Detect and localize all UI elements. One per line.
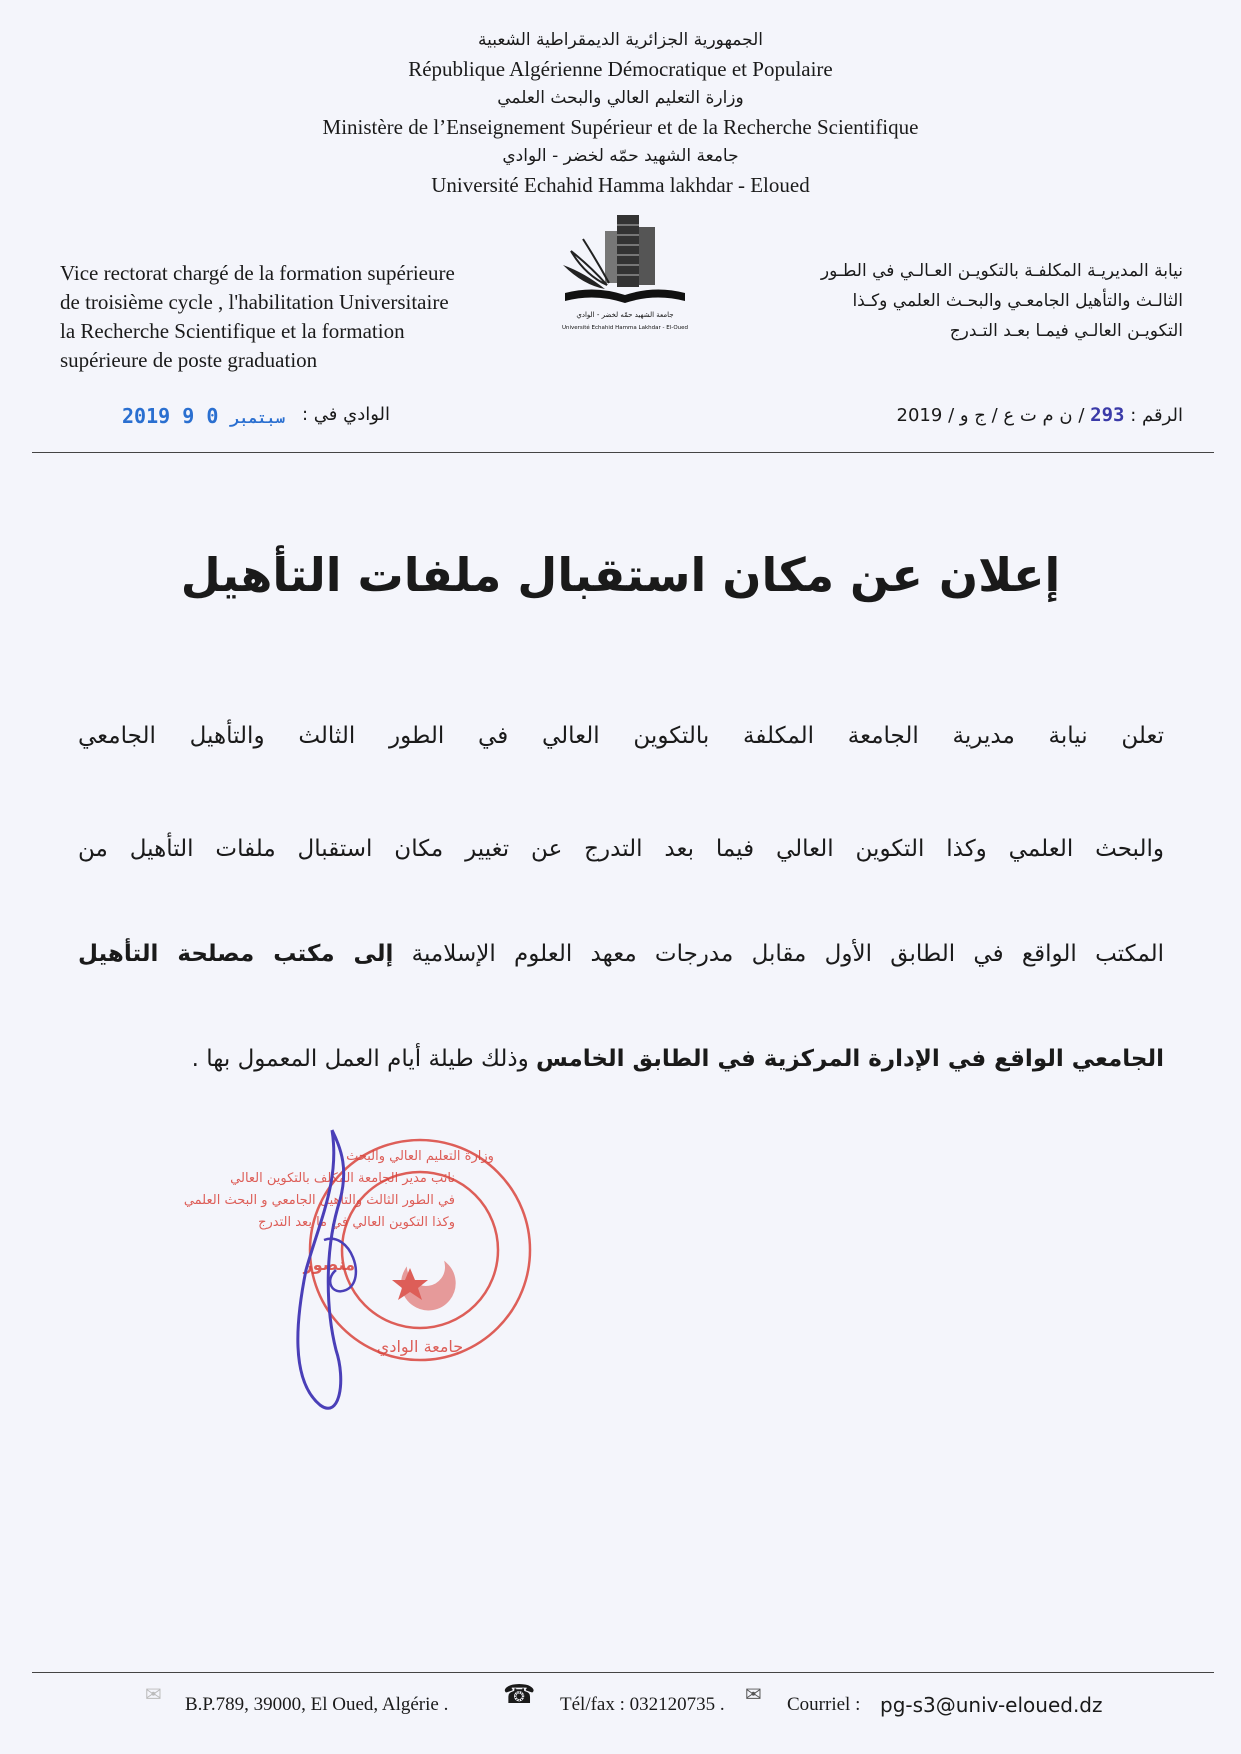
telephone-icon: ☎ [503, 1680, 536, 1709]
department-ar [743, 256, 1183, 346]
department-ar-line: الثالـث والتأهيل الجامعـي والبحـث العلمي وكـذا [852, 291, 1183, 311]
department-ar-line: نيابة المديريـة المكلفـة بالتكويـن العـالـي في الطـور [820, 261, 1183, 281]
body-line-3 [78, 941, 1164, 967]
logo-caption-ar: جامعة الشهيد حمّه لخضر - الوادي [576, 311, 674, 319]
republic-fr: République Algérienne Démocratique et Populaire [408, 57, 833, 81]
footer-divider [32, 1672, 1214, 1673]
footer-email: pg-s3@univ-eloued.dz [880, 1693, 1103, 1717]
republic-ar: الجمهورية الجزائرية الديمقراطية الشعبية [477, 30, 764, 50]
university-logo [555, 205, 695, 335]
body-line-4-bold: الجامعي الواقع في الإدارة المركزية في الطابق الخامس [536, 1046, 1164, 1072]
mail-icon: ✉ [745, 1684, 762, 1706]
stamp-rect-line: وكذا التكوين العالي في ما بعد التدرج [258, 1215, 455, 1230]
date-line [122, 404, 422, 428]
announcement-title: إعلان عن مكان استقبال ملفات التأهيل [180, 548, 1061, 602]
reference-label: الرقم : [1130, 405, 1183, 426]
footer-address: B.P.789, 39000, El Oued, Algérie . [185, 1694, 449, 1715]
university-fr: Université Echahid Hamma lakhdar - Eloued [431, 173, 810, 197]
body-line-3-bold: إلى مكتب مصلحة التأهيل [78, 941, 394, 967]
footer-telfax: Tél/fax : 032120735 . [560, 1694, 725, 1715]
date-label: الوادي في : [302, 404, 391, 425]
date-stamp-day: 0 9 [182, 404, 219, 428]
envelope-icon: ✉ [145, 1684, 162, 1706]
body-line-3-normal: المكتب الواقع في الطابق الأول مقابل مدرجات معهد العلوم الإسلامية [393, 941, 1165, 967]
official-stamp-and-signature [110, 1120, 570, 1420]
university-ar: جامعة الشهيد حمّه لخضر - الوادي [502, 146, 739, 166]
seal-bottom-text: جامعة الوادي [376, 1337, 464, 1356]
ministry-ar: وزارة التعليم العالي والبحث العلمي [497, 88, 744, 108]
reference-handwritten-number: 293 [1090, 404, 1125, 426]
date-stamp-month: سبتمبر [230, 409, 285, 427]
date-stamp [122, 404, 285, 428]
department-fr-line: Vice rectorat chargé de la formation supérieure [60, 261, 455, 285]
reference-number [897, 404, 1183, 426]
seal-top-text: وزارة التعليم العالي والبحث [346, 1149, 494, 1164]
header-divider [32, 452, 1214, 453]
body-line-1: تعلن نيابة مديرية الجامعة المكلفة بالتكوين العالي في الطور الثالث والتأهيل الجامعي [78, 723, 1164, 749]
ministry-fr: Ministère de l’Enseignement Supérieur et de la Recherche Scientifique [322, 115, 919, 139]
body-line-4 [78, 1046, 1164, 1072]
stamp-rect-line: نائب مدير الجامعة المكلف بالتكوين العالي [230, 1171, 455, 1186]
department-fr-line: de troisième cycle , l'habilitation Universitaire [60, 290, 449, 314]
department-ar-line: التكويـن العالـي فيمـا بعـد التـدرج [949, 321, 1183, 341]
department-fr [60, 259, 550, 375]
department-fr-line: supérieure de poste graduation [60, 348, 318, 372]
department-fr-line: la Recherche Scientifique et la formation [60, 319, 405, 343]
body-line-4-normal: وذلك طيلة أيام العمل المعمول بها . [191, 1046, 537, 1072]
reference-suffix: / ن م ت ع / ج و / 2019 [896, 405, 1085, 426]
date-stamp-year: 2019 [122, 404, 171, 428]
stamp-rect-line: في الطور الثالث والتأهيل الجامعي و البحث العلمي [183, 1193, 455, 1208]
stamp-signatory-name: منصور [303, 1255, 355, 1274]
footer-courriel-label: Courriel : [787, 1694, 861, 1715]
body-line-2: والبحث العلمي وكذا التكوين العالي فيما بعد التدرج عن تغيير مكان استقبال ملفات التأهيل من [78, 836, 1164, 862]
letterhead [0, 26, 1241, 200]
footer-contact [140, 1680, 1140, 1730]
logo-caption-fr: Université Echahid Hamma Lakhdar - El-Oued [561, 325, 689, 331]
